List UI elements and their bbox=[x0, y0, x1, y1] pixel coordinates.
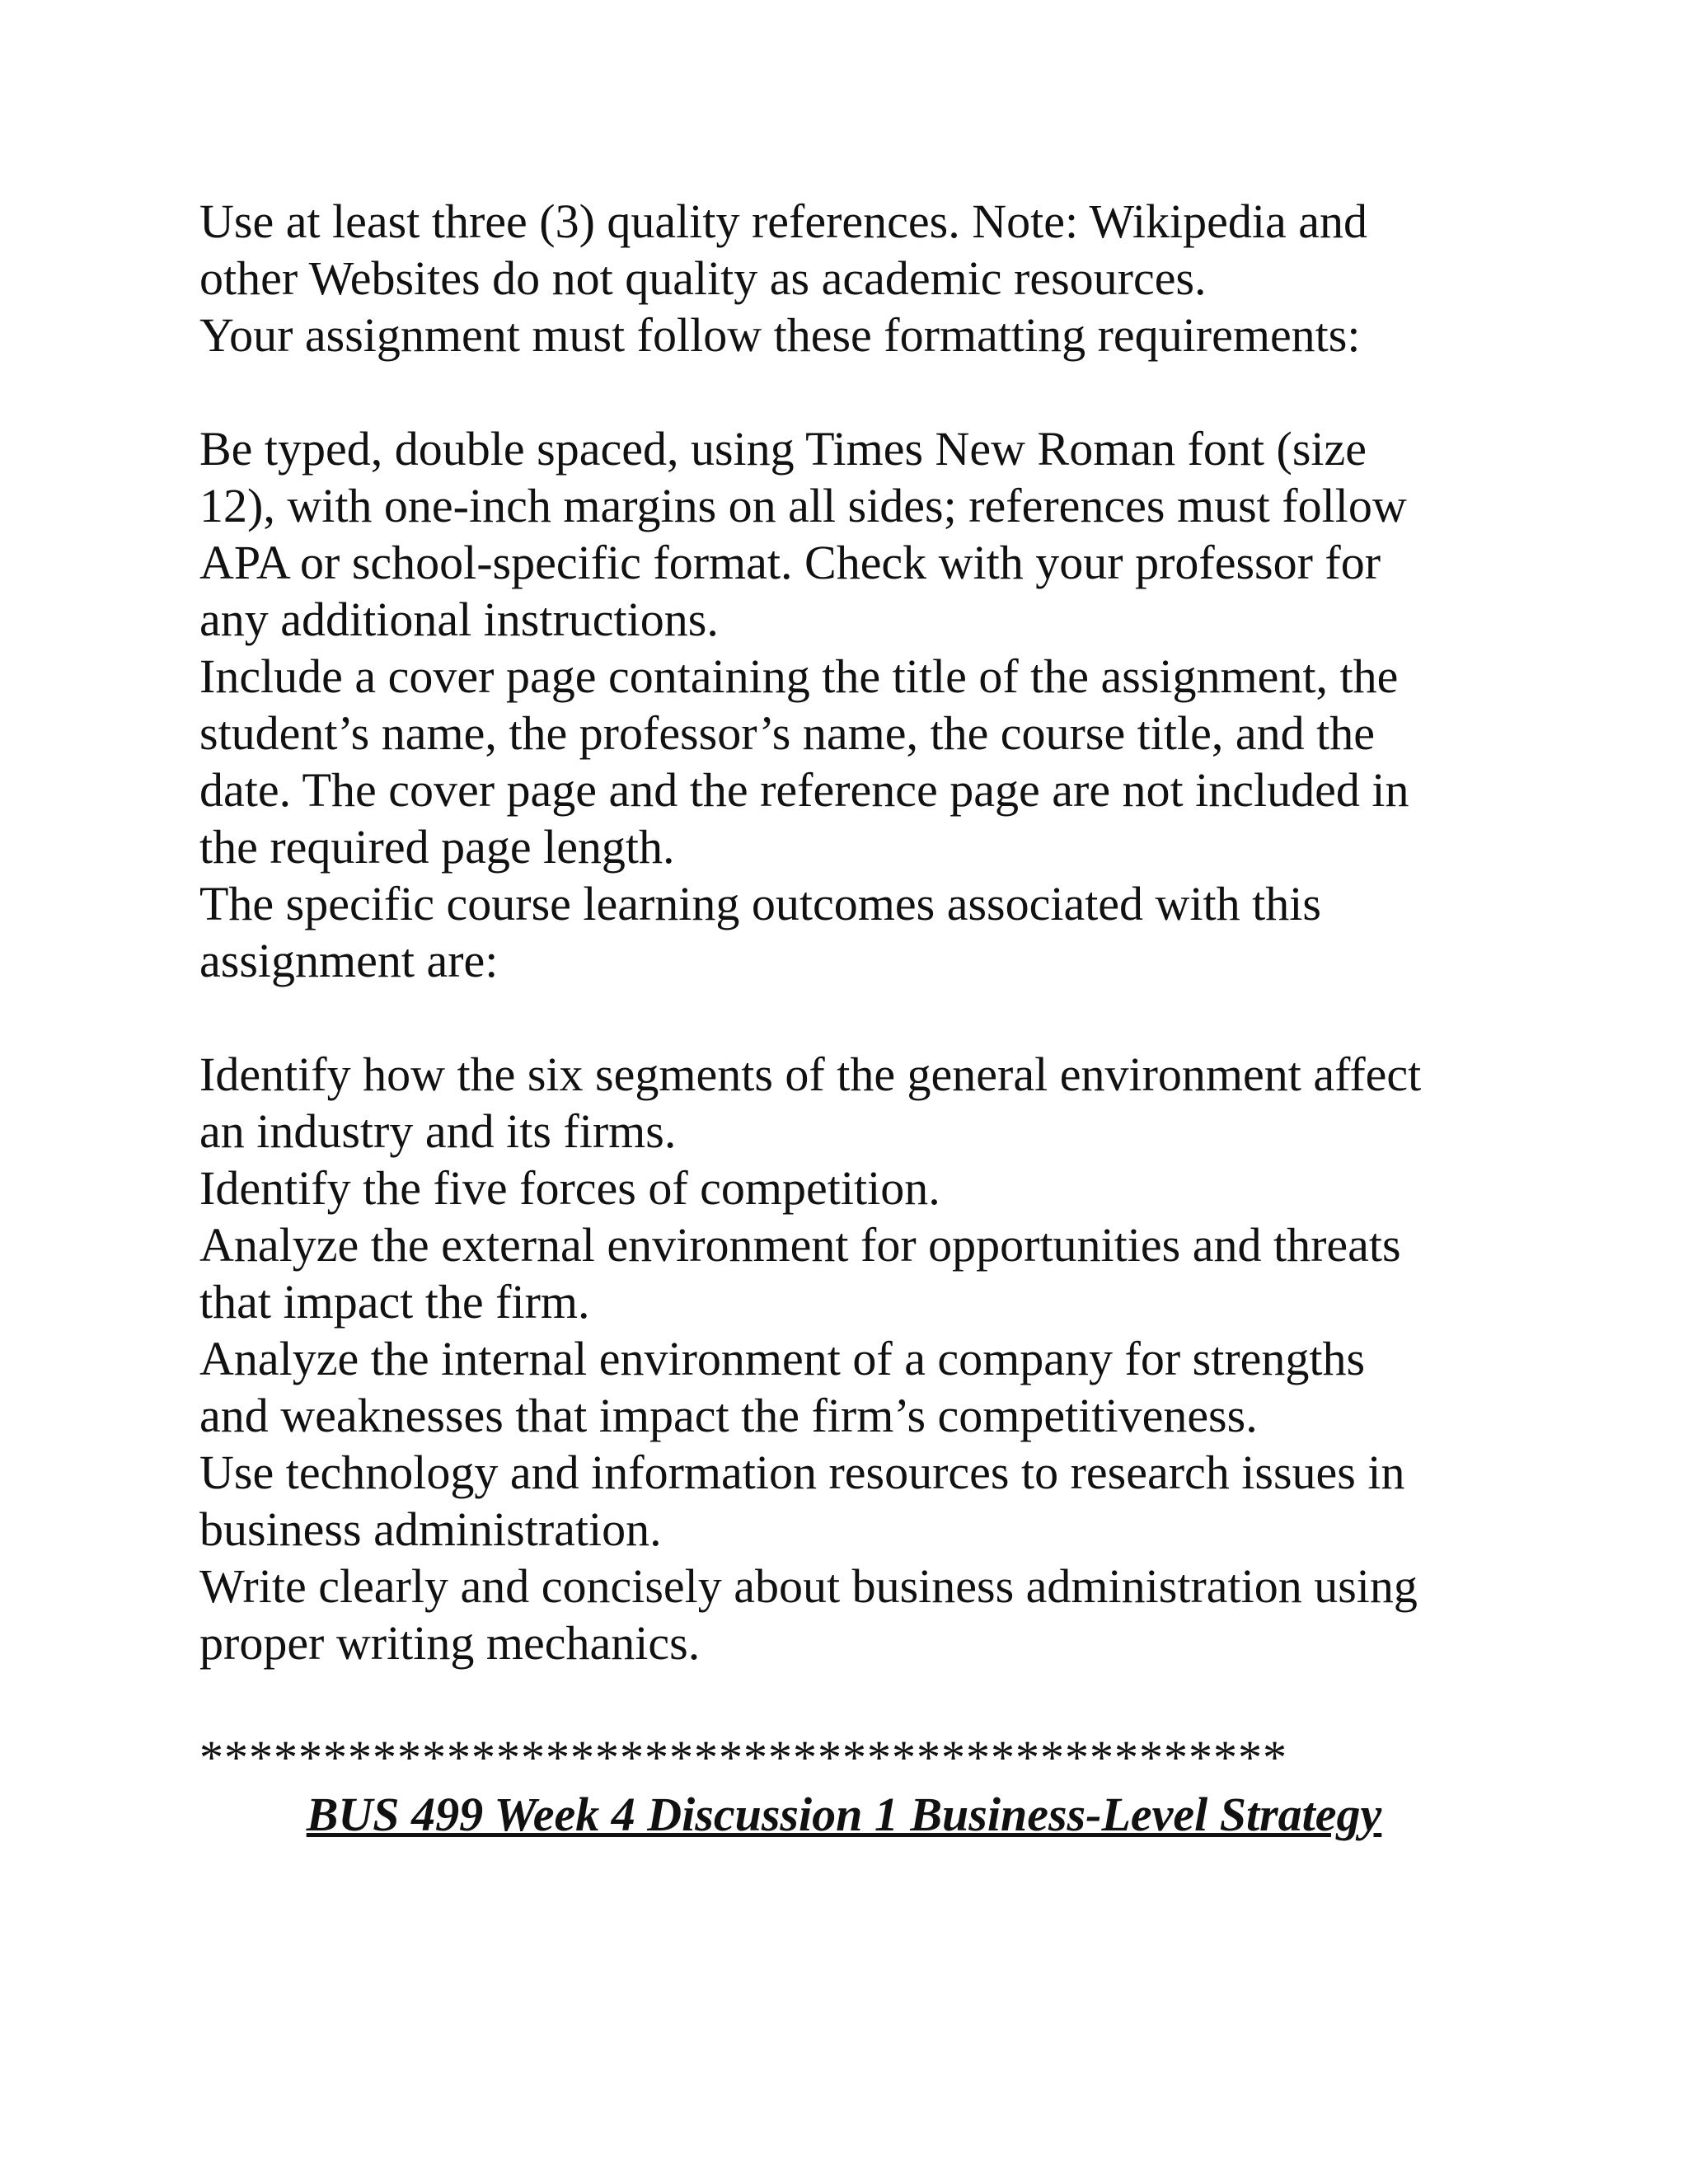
blank-line bbox=[199, 989, 1502, 1046]
text-line: the required page length. bbox=[199, 820, 675, 874]
text-line: proper writing mechanics. bbox=[199, 1616, 701, 1670]
text-line: Analyze the internal environment of a company for strengths bbox=[199, 1332, 1366, 1385]
text-line: an industry and its firms. bbox=[199, 1104, 677, 1158]
blank-line bbox=[199, 363, 1502, 420]
text-line: Your assignment must follow these formatting requirements: bbox=[199, 308, 1361, 362]
text-line: Write clearly and concisely about business administration using bbox=[199, 1559, 1418, 1613]
text-line: Include a cover page containing the title of the assignment, the bbox=[199, 649, 1399, 703]
text-line: assignment are: bbox=[199, 934, 499, 987]
text-line: APA or school-specific format. Check with your professor for bbox=[199, 536, 1381, 589]
text-line: student’s name, the professor’s name, the course title, and the bbox=[199, 706, 1375, 760]
separator-line: ******************************************** bbox=[199, 1731, 1287, 1784]
text-line: Identify how the six segments of the general environment affect bbox=[199, 1047, 1422, 1101]
text-line: date. The cover page and the reference page are not included in bbox=[199, 763, 1409, 817]
text-line: that impact the firm. bbox=[199, 1275, 590, 1329]
text-line: Use at least three (3) quality references. Note: Wikipedia and bbox=[199, 194, 1368, 248]
text-line: The specific course learning outcomes associated with this bbox=[199, 877, 1321, 930]
section-heading: BUS 499 Week 4 Discussion 1 Business-Level Strategy bbox=[306, 1788, 1382, 1841]
text-line: other Websites do not quality as academic resources. bbox=[199, 251, 1207, 305]
text-line: and weaknesses that impact the firm’s competitiveness. bbox=[199, 1389, 1258, 1442]
text-line: Be typed, double spaced, using Times New Roman font (size bbox=[199, 422, 1367, 476]
text-line: Identify the five forces of competition. bbox=[199, 1161, 940, 1215]
text-line: any additional instructions. bbox=[199, 593, 719, 646]
text-line: Analyze the external environment for opportunities and threats bbox=[199, 1218, 1401, 1272]
text-line: Use technology and information resources to research issues in bbox=[199, 1446, 1405, 1499]
body-text bbox=[199, 193, 1502, 1671]
text-line: 12), with one-inch margins on all sides; references must follow bbox=[199, 479, 1407, 532]
text-line: business administration. bbox=[199, 1502, 662, 1556]
